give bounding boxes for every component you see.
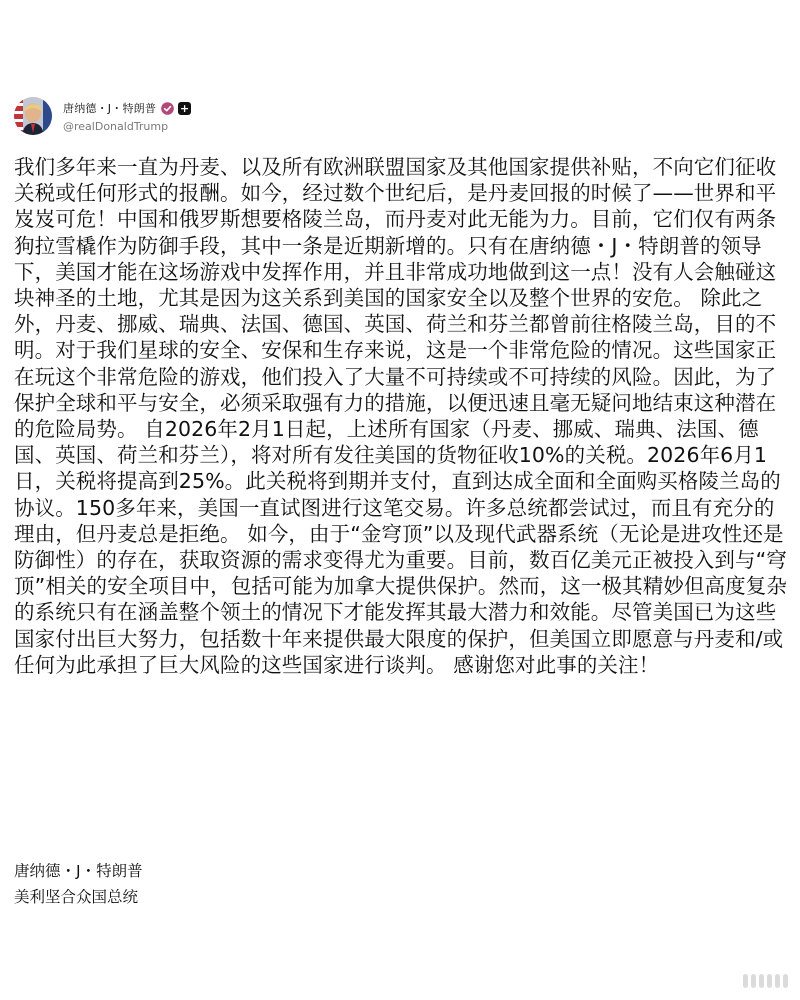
signature-block <box>14 858 143 910</box>
avatar-image <box>14 97 52 135</box>
author-identity <box>63 99 191 133</box>
watermark-icon <box>743 974 788 988</box>
post-header <box>14 94 191 138</box>
author-display-name[interactable]: 唐纳德・J・特朗普 <box>63 102 157 115</box>
avatar[interactable] <box>14 97 52 135</box>
plus-icon[interactable]: + <box>179 101 190 115</box>
verified-badge-icon <box>161 102 174 115</box>
signature-name: 唐纳德・J・特朗普 <box>14 862 143 880</box>
author-handle[interactable]: @realDonaldTrump <box>63 120 169 133</box>
signature-title: 美利坚合众国总统 <box>14 888 139 906</box>
post-body-text: 我们多年来一直为丹麦、以及所有欧洲联盟国家及其他国家提供补贴，不向它们征收关税或任何形式的报酬。如今，经过数个世纪后，是丹麦回报的时候了——世界和平岌岌可危！中国和俄罗斯想要格陵兰岛，而丹麦对此无能为力。目前，它们仅有两条狗拉雪橇作为防御手段，其中一条是近期新增的。只有在唐纳德・J・特朗普的领导下，美国才能在这场游戏中发挥作用，并且非常成功地做到这一点！没有人会触碰这块神圣的土地，尤其是因为这关系到美国的国家安全以及整个世界的安危。 除此之外，丹麦、挪威、瑞典、法国、德国、英国、荷兰和芬兰都曾前往格陵兰岛，目的不明。对于我们星球的安全、安保和生存来说，这是一个非常危险的情况。这些国家正在玩这个非常危险的游戏，他们投入了大量不可持续或不可持续的风险。因此，为了保护全球和平与安全，必须采取强有力的措施，以便迅速且毫无疑问地结束这种潜在的危险局势。 自2026年2月1日起，上述所有国家（丹麦、挪威、瑞典、法国、德国、英国、荷兰和芬兰），将对所有发往美国的货物征收10%的关税。2026年6月1日，关税将提高到25%。此关税将到期并支付，直到达成全面和全面购买格陵兰岛的协议。150多年来，美国一直试图进行这笔交易。许多总统都尝试过，而且有充分的理由，但丹麦总是拒绝。 如今，由于“金穹顶”以及现代武器系统（无论是进攻性还是防御性）的存在，获取资源的需求变得尤为重要。目前，数百亿美元正被投入到与“穹顶”相关的安全项目中，包括可能为加拿大提供保护。然而，这一极其精妙但高度复杂的系统只有在涵盖整个领土的情况下才能发挥其最大潜力和效能。尽管美国已为这些国家付出巨大努力，包括数十年来提供最大限度的保护，但美国立即愿意与丹麦和/或任何为此承担了巨大风险的这些国家进行谈判。 感谢您对此事的关注！ <box>14 155 787 677</box>
